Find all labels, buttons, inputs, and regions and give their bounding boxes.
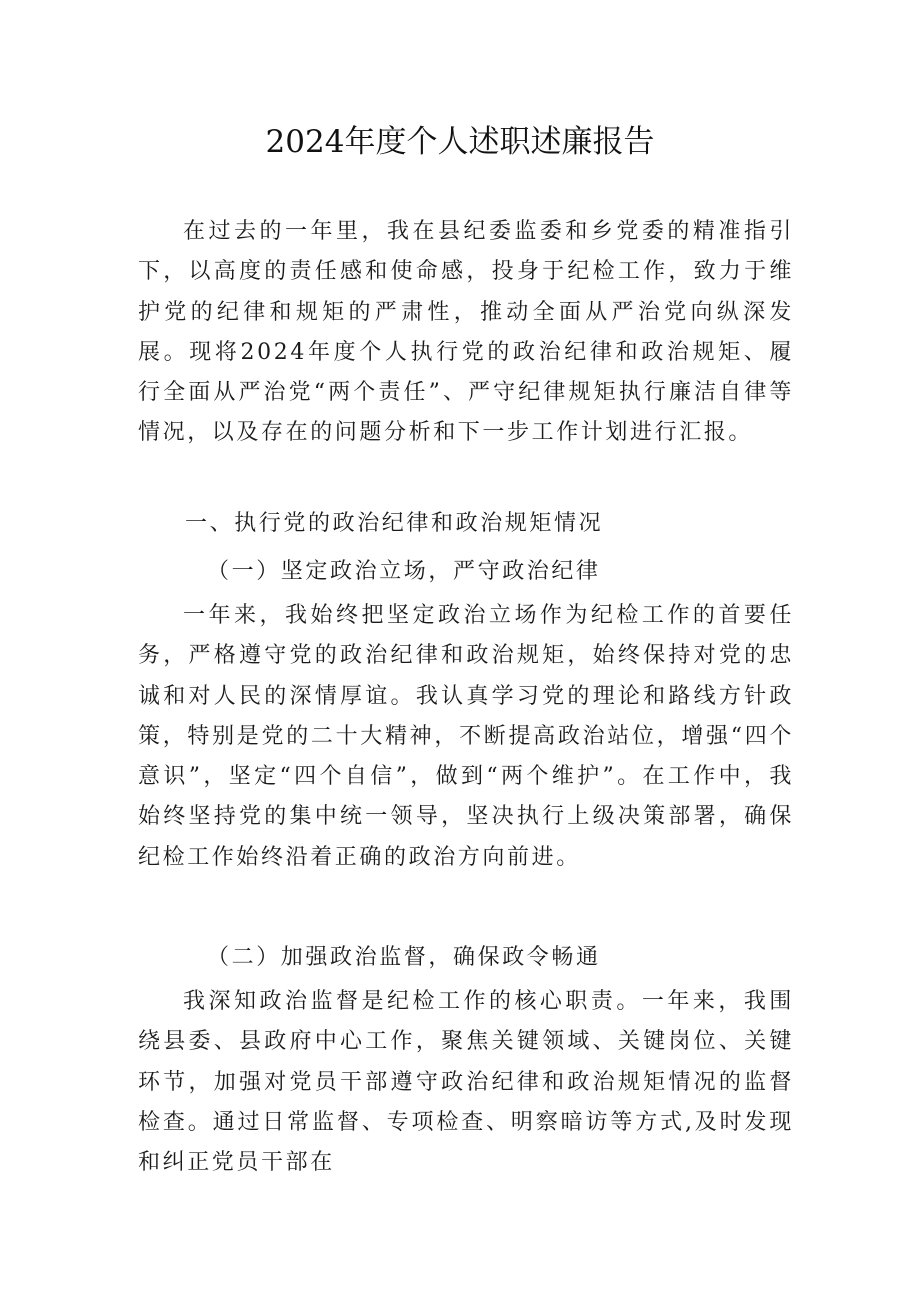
- document-title: 2024年度个人述职述廉报告: [265, 124, 655, 160]
- subsection-heading: （一）坚定政治立场，严守政治纪律: [207, 559, 601, 584]
- body-paragraph: 我深知政治监督是纪检工作的核心职责。一年来，我围绕县委、县政府中心工作，聚焦关键领域、关键岗位、关键环节，加强对党员干部遵守政治纪律和政治规矩情况的监督检查。通过日常监督、专项检查、明察暗访等方式,及时发现和纠正党员干部在: [138, 989, 794, 1176]
- intro-paragraph: 在过去的一年里，我在县纪委监委和乡党委的精准指引下，以高度的责任感和使命感，投身于纪检工作，致力于维护党的纪律和规矩的严肃性，推动全面从严治党向纵深发展。现将2024年度个人执行党的政治纪律和政治规矩、履行全面从严治党“两个责任”、严守纪律规矩执行廉洁自律等情况，以及存在的问题分析和下一步工作计划进行汇报。: [138, 219, 794, 446]
- subsection-heading: （二）加强政治监督，确保政令畅通: [207, 945, 601, 970]
- section-heading: 一、执行党的政治纪律和政治规矩情况: [185, 511, 604, 536]
- body-paragraph: 一年来，我始终把坚定政治立场作为纪检工作的首要任务，严格遵守党的政治纪律和政治规矩，始终保持对党的忠诚和对人民的深情厚谊。我认真学习党的理论和路线方针政策，特别是党的二十大精神，不断提高政治站位，增强“四个意识”，坚定“四个自信”，做到“两个维护”。在工作中，我始终坚持党的集中统一领导，坚决执行上级决策部署，确保纪检工作始终沿着正确的政治方向前进。: [138, 603, 794, 870]
